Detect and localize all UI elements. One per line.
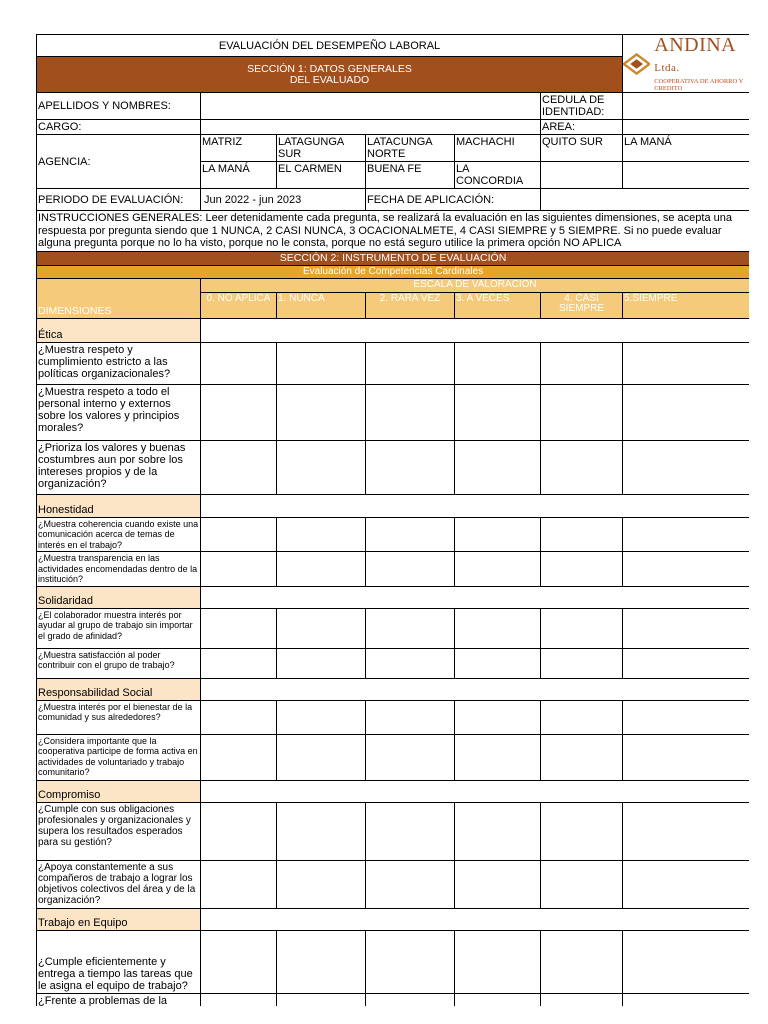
area-label: AREA: xyxy=(541,120,623,135)
question: ¿Cumple con sus obligaciones profesionales y organizacionales y supera los resultados esperados para su gestión? xyxy=(37,802,201,860)
rating-cell[interactable] xyxy=(623,802,749,860)
agencia-option[interactable]: LATACUNGA NORTE xyxy=(366,135,455,162)
cedula-label: CEDULA DE IDENTIDAD: xyxy=(541,93,623,120)
rating-cell[interactable] xyxy=(366,860,455,908)
rating-cell[interactable] xyxy=(541,802,623,860)
rating-cell[interactable] xyxy=(623,700,749,734)
periodo-label: PERIODO DE EVALUACIÓN: xyxy=(37,189,201,211)
rating-cell[interactable] xyxy=(277,552,366,587)
scale-5-header: 5.SIEMPRE xyxy=(623,292,749,318)
rating-cell[interactable] xyxy=(277,802,366,860)
question: ¿Muestra coherencia cuando existe una comunicación acerca de temas de interés en el trabajo? xyxy=(37,517,201,552)
apellidos-field[interactable] xyxy=(201,93,541,120)
rating-cell[interactable] xyxy=(201,802,277,860)
cargo-field[interactable] xyxy=(201,120,541,135)
cargo-label: CARGO: xyxy=(37,120,201,135)
rating-cell[interactable] xyxy=(541,552,623,587)
periodo-value[interactable]: Jun 2022 - jun 2023 xyxy=(201,189,366,211)
cedula-field[interactable] xyxy=(623,93,749,120)
evaluation-sheet xyxy=(36,34,749,1006)
andina-diamond-icon xyxy=(623,51,650,77)
rating-cell[interactable] xyxy=(455,860,541,908)
agencia-option[interactable]: LATAGUNGA SUR xyxy=(277,135,366,162)
scale-2-header: 2. RARA VEZ xyxy=(366,292,455,318)
rating-cell[interactable] xyxy=(201,648,277,678)
rating-cell[interactable] xyxy=(541,860,623,908)
rating-cell[interactable] xyxy=(541,734,623,780)
rating-cell[interactable] xyxy=(366,517,455,552)
rating-cell[interactable] xyxy=(366,384,455,440)
rating-cell[interactable] xyxy=(366,342,455,384)
rating-cell[interactable] xyxy=(277,342,366,384)
category-responsabilidad-social: Responsabilidad Social xyxy=(37,678,201,700)
fecha-label: FECHA DE APLICACIÓN: xyxy=(366,189,541,211)
rating-cell[interactable] xyxy=(277,930,366,993)
agencia-option[interactable]: QUITO SUR xyxy=(541,135,623,162)
agencia-option[interactable]: MATRIZ xyxy=(201,135,277,162)
category-compromiso: Compromiso xyxy=(37,780,201,802)
rating-cell[interactable] xyxy=(201,993,277,1006)
rating-cell[interactable] xyxy=(455,930,541,993)
agencia-option[interactable]: MACHACHI xyxy=(455,135,541,162)
rating-cell[interactable] xyxy=(366,930,455,993)
question: ¿Muestra satisfacción al poder contribuir con el grupo de trabajo? xyxy=(37,648,201,678)
scale-3-header: 3. A VECES xyxy=(455,292,541,318)
rating-cell[interactable] xyxy=(623,648,749,678)
apellidos-label: APELLIDOS Y NOMBRES: xyxy=(37,93,201,120)
rating-cell[interactable] xyxy=(201,517,277,552)
rating-cell[interactable] xyxy=(623,993,749,1006)
rating-cell[interactable] xyxy=(623,384,749,440)
form-title: EVALUACIÓN DEL DESEMPEÑO LABORAL xyxy=(37,35,623,57)
rating-cell[interactable] xyxy=(201,552,277,587)
rating-cell[interactable] xyxy=(623,860,749,908)
area-field[interactable] xyxy=(623,120,749,135)
logo-tagline: COOPERATIVA DE AHORRO Y CREDITO xyxy=(654,78,744,92)
question: ¿Muestra respeto y cumplimiento estricto a las políticas organizacionales? xyxy=(37,342,201,384)
rating-cell[interactable] xyxy=(455,342,541,384)
section2-title: SECCIÓN 2: INSTRUMENTO DE EVALUACIÓN xyxy=(37,251,750,265)
rating-cell[interactable] xyxy=(541,993,623,1006)
agencia-label: AGENCIA: xyxy=(37,135,201,189)
rating-cell[interactable] xyxy=(201,440,277,494)
rating-cell[interactable] xyxy=(541,384,623,440)
rating-cell[interactable] xyxy=(366,648,455,678)
rating-cell[interactable] xyxy=(366,552,455,587)
rating-cell[interactable] xyxy=(623,734,749,780)
question: ¿Prioriza los valores y buenas costumbres aun por sobre los intereses propios y de la organización? xyxy=(37,440,201,494)
dimensiones-header: DIMENSIONES xyxy=(37,278,201,318)
rating-cell[interactable] xyxy=(623,342,749,384)
rating-cell[interactable] xyxy=(455,734,541,780)
logo-suffix: Ltda. xyxy=(654,62,680,74)
category-solidaridad: Solidaridad xyxy=(37,586,201,608)
section2-subtitle: Evaluación de Competencias Cardinales xyxy=(37,265,750,278)
category-etica: Ética xyxy=(37,318,201,342)
rating-cell[interactable] xyxy=(366,734,455,780)
agencia-option[interactable]: LA CONCORDIA xyxy=(455,162,541,189)
agencia-option[interactable]: LA MANÁ xyxy=(623,135,749,162)
rating-cell[interactable] xyxy=(277,648,366,678)
question: ¿Muestra interés por el bienestar de la comunidad y sus alrededores? xyxy=(37,700,201,734)
rating-cell[interactable] xyxy=(277,700,366,734)
rating-cell[interactable] xyxy=(623,552,749,587)
rating-cell[interactable] xyxy=(455,517,541,552)
rating-cell[interactable] xyxy=(455,384,541,440)
fecha-field[interactable] xyxy=(541,189,750,211)
agencia-option[interactable]: LA MANÁ xyxy=(201,162,277,189)
rating-cell[interactable] xyxy=(277,734,366,780)
question: ¿Considera importante que la cooperativa participe de forma activa en actividades de voluntariado y trabajo comunitario? xyxy=(37,734,201,780)
question: ¿Cumple eficientemente y entrega a tiempo las tareas que le asigna el equipo de trabajo? xyxy=(37,930,201,993)
agencia-empty xyxy=(541,162,623,189)
rating-cell[interactable] xyxy=(277,440,366,494)
rating-cell[interactable] xyxy=(541,930,623,993)
rating-cell[interactable] xyxy=(366,440,455,494)
rating-cell[interactable] xyxy=(541,342,623,384)
instrucciones: INSTRUCCIONES GENERALES: Leer detenidamente cada pregunta, se realizará la evaluación en las siguientes dimensiones, se acepta una respuesta por pregunta siendo que 1 NUNCA, 2 CASI NUNCA, 3 OCACIONALMETE, 4 CASI SIEMPRE y 5 SIEMPRE. Si no puede evaluar alguna pregunta porque no lo ha visto, porque no le consta, porque no está seguro utilice la primera opción NO APLICA xyxy=(37,211,750,252)
rating-cell[interactable] xyxy=(455,700,541,734)
section1-subtitle: DEL EVALUADO xyxy=(289,73,370,86)
section1-title: SECCIÓN 1: DATOS GENERALES xyxy=(247,62,412,75)
rating-cell[interactable] xyxy=(455,648,541,678)
agencia-option[interactable]: BUENA FE xyxy=(366,162,455,189)
evaluation-form xyxy=(36,34,749,1006)
rating-cell[interactable] xyxy=(541,517,623,552)
section1-header xyxy=(37,57,623,93)
escala-header: ESCALA DE VALORACIÓN xyxy=(201,278,750,292)
rating-cell[interactable] xyxy=(366,802,455,860)
rating-cell[interactable] xyxy=(201,342,277,384)
rating-cell[interactable] xyxy=(455,440,541,494)
logo-name: ANDINA xyxy=(654,34,736,56)
rating-cell[interactable] xyxy=(201,608,277,648)
rating-cell[interactable] xyxy=(277,993,366,1006)
rating-cell[interactable] xyxy=(541,608,623,648)
rating-cell[interactable] xyxy=(455,608,541,648)
rating-cell[interactable] xyxy=(366,993,455,1006)
rating-cell[interactable] xyxy=(541,648,623,678)
rating-cell[interactable] xyxy=(455,802,541,860)
rating-cell[interactable] xyxy=(366,608,455,648)
scale-0-header: 0. NO APLICA xyxy=(201,292,277,318)
question: ¿Apoya constantemente a sus compañeros de trabajo a lograr los objetivos colectivos del área y de la organización? xyxy=(37,860,201,908)
rating-cell[interactable] xyxy=(541,700,623,734)
rating-cell[interactable] xyxy=(277,608,366,648)
question: ¿El colaborador muestra interés por ayudar al grupo de trabajo sin importar el grado de afinidad? xyxy=(37,608,201,648)
rating-cell[interactable] xyxy=(455,552,541,587)
rating-cell[interactable] xyxy=(201,860,277,908)
agencia-option[interactable]: EL CARMEN xyxy=(277,162,366,189)
question: ¿Frente a problemas de la xyxy=(37,993,201,1006)
rating-cell[interactable] xyxy=(201,734,277,780)
rating-cell[interactable] xyxy=(201,930,277,993)
rating-cell[interactable] xyxy=(623,608,749,648)
rating-cell[interactable] xyxy=(623,930,749,993)
rating-cell[interactable] xyxy=(623,440,749,494)
rating-cell[interactable] xyxy=(277,384,366,440)
rating-cell[interactable] xyxy=(201,700,277,734)
rating-cell[interactable] xyxy=(366,700,455,734)
andina-logo xyxy=(623,35,749,93)
category-honestidad: Honestidad xyxy=(37,494,201,517)
category-trabajo-en-equipo: Trabajo en Equipo xyxy=(37,908,201,930)
scale-4-header: 4. CASI SIEMPRE xyxy=(541,292,623,318)
question: ¿Muestra respeto a todo el personal interno y externos sobre los valores y principios morales? xyxy=(37,384,201,440)
rating-cell[interactable] xyxy=(277,517,366,552)
rating-cell[interactable] xyxy=(201,384,277,440)
rating-cell[interactable] xyxy=(455,993,541,1006)
rating-cell[interactable] xyxy=(623,517,749,552)
scale-1-header: 1. NUNCA xyxy=(277,292,366,318)
agencia-empty xyxy=(623,162,749,189)
rating-cell[interactable] xyxy=(277,860,366,908)
rating-cell[interactable] xyxy=(541,440,623,494)
question: ¿Muestra transparencia en las actividades encomendadas dentro de la institución? xyxy=(37,552,201,587)
